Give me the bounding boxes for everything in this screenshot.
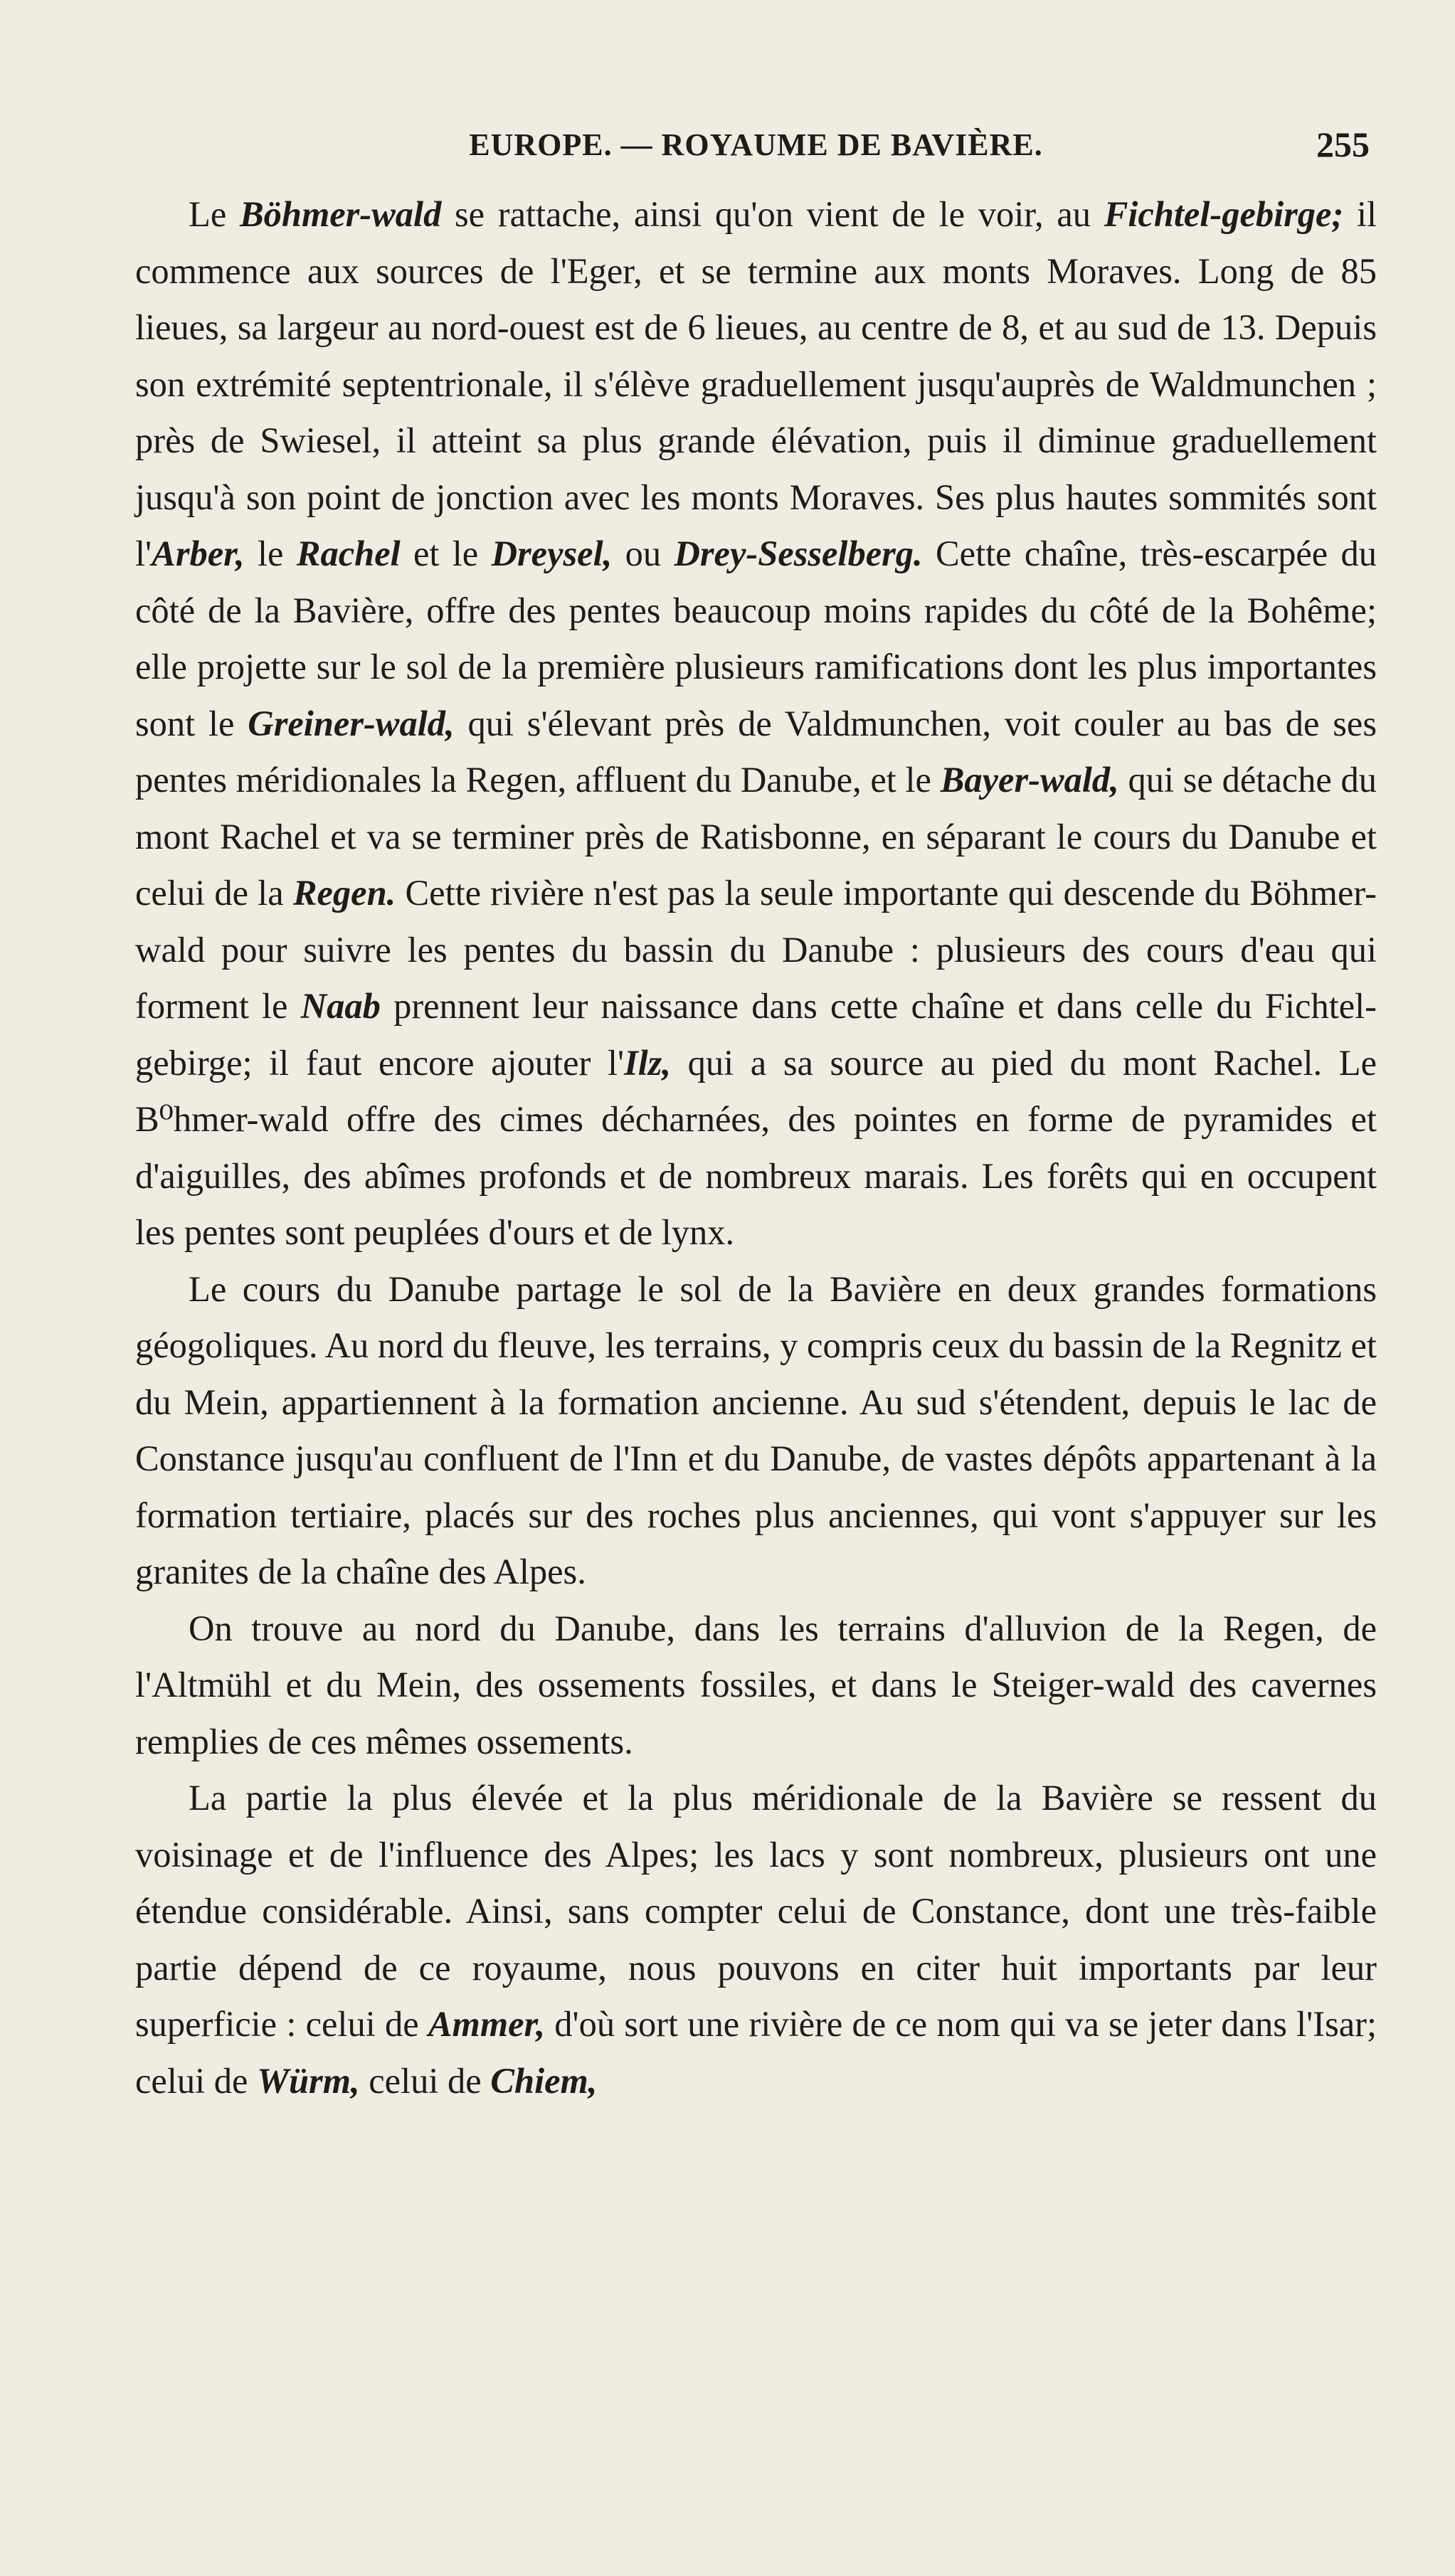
paragraph-lakes: La partie la plus élevée et la plus méridionale de la Bavière se ressent du voisinage et de l'influence des Alpes; les lacs y sont nombreux, plusieurs ont une étendue considérable. Ainsi, sans compter celui de Constance, dont une très-faible partie dépend de ce royaume, nous pouvons en citer huit importants par leur superficie : celui de Ammer, d'où sort une rivière de ce nom qui va se jeter dans l'Isar; celui de Würm, celui de Chiem, (135, 1778, 1377, 2101)
page-number: 255 (1316, 124, 1370, 164)
running-title: EUROPE. — ROYAUME DE BAVIÈRE. (469, 127, 1043, 162)
page-header (135, 124, 1377, 169)
paragraph-fossils: On trouve au nord du Danube, dans les terrains d'alluvion de la Regen, de l'Altmühl et du Mein, des ossements fossiles, et dans le Steiger-wald des cavernes remplies de ces mêmes ossements. (135, 1608, 1377, 1761)
body-text (135, 186, 1377, 2109)
paragraph-geology: Le cours du Danube partage le sol de la Bavière en deux grandes formations géogoliques. Au nord du fleuve, les terrains, y compris ceux du bassin de la Regnitz et du Mein, appartiennent à la formation ancienne. Au sud s'étendent, depuis le lac de Constance jusqu'au confluent de l'Inn et du Danube, de vastes dépôts appartenant à la formation tertiaire, placés sur des roches plus anciennes, qui vont s'appuyer sur les granites de la chaîne des Alpes. (135, 1268, 1377, 1591)
paragraph-bohmer-wald: Le Böhmer-wald se rattache, ainsi qu'on vient de le voir, au Fichtel-gebirge; il commence aux sources de l'Eger, et se termine aux monts Moraves. Long de 85 lieues, sa largeur au nord-ouest est de 6 lieues, au centre de 8, et au sud de 13. Depuis son extrémité septentrionale, il s'élève graduellement jusqu'auprès de Waldmunchen ; près de Swiesel, il atteint sa plus grande élévation, puis il diminue graduellement jusqu'à son point de jonction avec les monts Moraves. Ses plus hautes sommités sont l'Arber, le Rachel et le Dreysel, ou Drey-Sesselberg. Cette chaîne, très-escarpée du côté de la Bavière, offre des pentes beaucoup moins rapides du côté de la Bohême; elle projette sur le sol de la première plusieurs ramifications dont les plus importantes sont le Greiner-wald, qui s'élevant près de Valdmunchen, voit couler au bas de ses pentes méridionales la Regen, affluent du Danube, et le Bayer-wald, qui se détache du mont Rachel et va se terminer près de Ratisbonne, en séparant le cours du Danube et celui de la Regen. Cette rivière n'est pas la seule importante qui descende du Böhmer-wald pour suivre les pentes du bassin du Danube : plusieurs des cours d'eau qui forment le Naab prennent leur naissance dans cette chaîne et dans celle du Fichtel-gebirge; il faut encore ajouter l'Ilz, qui a sa source au pied du mont Rachel. Le B⁰hmer-wald offre des cimes décharnées, des pointes en forme de pyramides et d'aiguilles, des abîmes profonds et de nombreux marais. Les forêts qui en occupent les pentes sont peuplées d'ours et de lynx. (135, 194, 1377, 1252)
